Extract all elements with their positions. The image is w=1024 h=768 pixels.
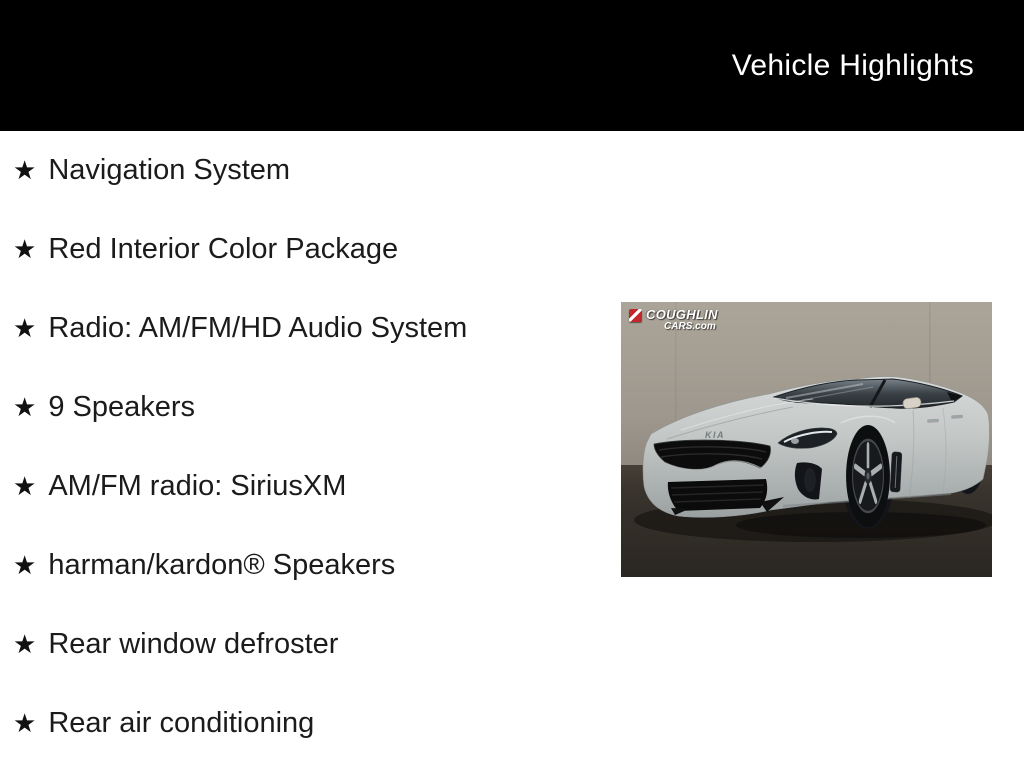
highlight-label: Radio: AM/FM/HD Audio System: [48, 312, 468, 344]
dealer-site: CARS.com: [664, 321, 716, 332]
header-bar: [0, 0, 1024, 131]
highlight-label: Navigation System: [48, 154, 291, 186]
highlight-item: [0, 447, 620, 526]
star-bullet-icon: ★: [13, 628, 37, 659]
highlight-label: Rear window defroster: [48, 628, 339, 660]
highlights-list: [0, 131, 620, 763]
highlight-label: AM/FM radio: SiriusXM: [48, 470, 347, 502]
highlight-item: [0, 526, 620, 605]
highlight-item: [0, 131, 620, 210]
star-bullet-icon: ★: [13, 391, 37, 422]
highlight-label: 9 Speakers: [48, 391, 196, 423]
highlight-label: Red Interior Color Package: [48, 233, 399, 265]
highlight-item: [0, 605, 620, 684]
highlight-item: [0, 210, 620, 289]
star-bullet-icon: ★: [13, 312, 37, 343]
car-illustration: [621, 302, 992, 577]
highlight-label: harman/kardon® Speakers: [48, 549, 396, 581]
vehicle-photo: [621, 302, 992, 577]
highlight-item: [0, 684, 620, 763]
dealer-name: COUGHLIN: [646, 307, 718, 322]
star-bullet-icon: ★: [13, 470, 37, 501]
front-wheel: [846, 425, 890, 527]
watermark: [629, 308, 718, 332]
highlight-item: [0, 289, 620, 368]
star-bullet-icon: ★: [13, 549, 37, 580]
highlight-label: Rear air conditioning: [48, 707, 315, 739]
highlight-item: [0, 368, 620, 447]
star-bullet-icon: ★: [13, 233, 37, 264]
star-bullet-icon: ★: [13, 154, 37, 185]
page-title: Vehicle Highlights: [731, 48, 974, 82]
dealer-logo-icon: [629, 309, 642, 322]
star-bullet-icon: ★: [13, 707, 37, 738]
kia-badge: KIA: [705, 430, 725, 440]
